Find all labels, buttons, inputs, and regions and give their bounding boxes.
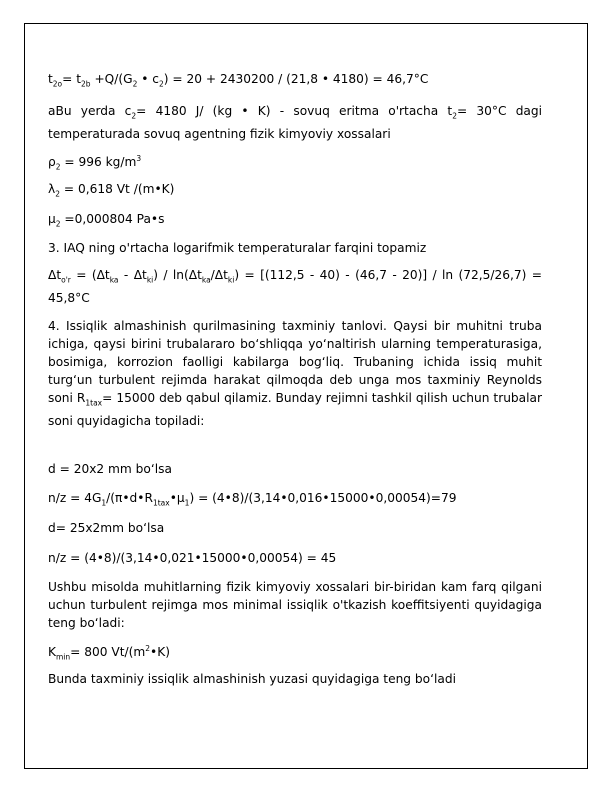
subscript: min bbox=[56, 652, 71, 662]
text-run: λ bbox=[48, 182, 56, 196]
subscript: 1 bbox=[101, 498, 107, 508]
text-run: /(π•d•R bbox=[106, 491, 153, 505]
text-run: = 996 kg/m bbox=[60, 155, 137, 170]
text-run: t bbox=[48, 72, 53, 86]
subscript: 2 bbox=[131, 111, 137, 121]
text-run: - Δt bbox=[118, 268, 147, 282]
text-run: 4. Issiqlik almashinish qurilmasining taxminiy tanlovi. Qaysi bir muhitni truba ichiga, qaysi birini trubalararo bo‘shliqqa yo‘naltirish ularning temperaturasiga, bosimiga, korrozion faolligi kabilarga bog‘liq. Trubaning ichida issiq muhit turg‘un turbulent rejimda harakat qilmoqda deb unga mos taxminiy Reynolds soni R bbox=[48, 319, 542, 405]
text-run: Ushbu misolda muhitlarning fizik kimyoviy xossalari bir-biridan kam farq qilgani uchun turbulent rejimga mos minimal issiqlik o'tkazish koeffitsiyenti quyidagiga teng bo‘ladi: bbox=[48, 580, 542, 630]
subscript: o'r bbox=[61, 275, 71, 285]
text-run: =0,000804 Pa•s bbox=[60, 212, 165, 226]
case-d25 bbox=[48, 519, 164, 537]
subscript: ka bbox=[109, 275, 119, 285]
paragraph-kmin-intro bbox=[48, 578, 542, 632]
subscript: 1tax bbox=[152, 498, 170, 508]
subscript: 2 bbox=[452, 111, 457, 121]
text-run: n/z = 4G bbox=[48, 491, 102, 505]
formula-conductivity bbox=[48, 180, 174, 203]
text-run: K bbox=[48, 645, 56, 660]
subscript: 1tax bbox=[85, 398, 103, 408]
text-run: n/z = (4•8)/(3,14•0,021•15000•0,00054) = 45 bbox=[48, 551, 337, 565]
subscript: 2 bbox=[158, 79, 164, 89]
subscript: 2 bbox=[55, 219, 61, 229]
superscript: 3 bbox=[136, 154, 142, 163]
text-run: ) / ln(Δt bbox=[153, 268, 202, 282]
case-d20 bbox=[48, 460, 172, 478]
formula-density bbox=[48, 150, 141, 177]
text-run: •K) bbox=[150, 645, 170, 660]
text-run: • c bbox=[137, 72, 159, 86]
formula-viscosity bbox=[48, 210, 164, 233]
text-run: d = 20x2 mm bo‘lsa bbox=[48, 462, 172, 476]
formula-t2o bbox=[48, 70, 428, 93]
section-heading-3 bbox=[48, 239, 426, 257]
paragraph-where bbox=[48, 102, 542, 143]
subscript: 2 bbox=[55, 189, 60, 199]
text-run: 3. IAQ ning o'rtacha logarifmik temperaturalar farqini topamiz bbox=[48, 241, 427, 255]
subscript: 1 bbox=[184, 498, 190, 508]
text-run: Bunda taxminiy issiqlik almashinish yuzasi quyidagiga teng bo‘ladi bbox=[48, 672, 456, 686]
subscript: 2b bbox=[81, 79, 91, 89]
subscript: ki bbox=[227, 275, 235, 285]
text-run: = 0,618 Vt /(m•K) bbox=[60, 182, 175, 196]
text-run: ) = (4•8)/(3,14•0,016•15000•0,00054)=79 bbox=[189, 491, 457, 505]
text-run: /Δt bbox=[210, 268, 228, 282]
formula-log-mean-temp bbox=[48, 266, 542, 307]
text-run: ) = 20 + 2430200 / (21,8 • 4180) = 46,7°C bbox=[163, 72, 429, 86]
text-run: = t bbox=[62, 72, 82, 86]
text-run: = 30°C dagi temperaturada sovuq agentning fizik kimyoviy xossalari bbox=[48, 104, 543, 142]
subscript: ki bbox=[146, 275, 154, 285]
paragraph-area-intro bbox=[48, 670, 456, 688]
paragraph-section-4 bbox=[48, 317, 542, 430]
text-run: aBu yerda c bbox=[48, 104, 132, 118]
text-run: = (Δt bbox=[70, 268, 110, 282]
formula-kmin bbox=[48, 640, 170, 667]
text-run: ) = [(112,5 - 40) - (46,7 - 20)] / ln (72,5/26,7) = 45,8°C bbox=[48, 268, 542, 306]
subscript: 2o bbox=[52, 79, 63, 89]
text-run: d= 25x2mm bo‘lsa bbox=[48, 521, 165, 535]
subscript: 2 bbox=[55, 162, 61, 172]
formula-n-z-79 bbox=[48, 489, 456, 512]
text-run: Δt bbox=[48, 268, 62, 282]
text-run: +Q/(G bbox=[90, 72, 133, 86]
subscript: ka bbox=[201, 275, 211, 285]
subscript: 2 bbox=[132, 79, 138, 89]
text-run: μ bbox=[48, 212, 56, 226]
text-run: = 4180 J/ (kg • K) - sovuq eritma o'rtacha t bbox=[136, 104, 453, 118]
formula-n-z-45 bbox=[48, 549, 336, 567]
text-run: ρ bbox=[48, 155, 56, 170]
superscript: 2 bbox=[145, 644, 151, 653]
text-run: = 15000 deb qabul qilamiz. Bunday rejimni tashkil qilish uchun trubalar soni quyidagicha topiladi: bbox=[48, 391, 542, 429]
text-run: = 800 Vt/(m bbox=[70, 645, 146, 660]
text-run: •μ bbox=[169, 491, 185, 505]
